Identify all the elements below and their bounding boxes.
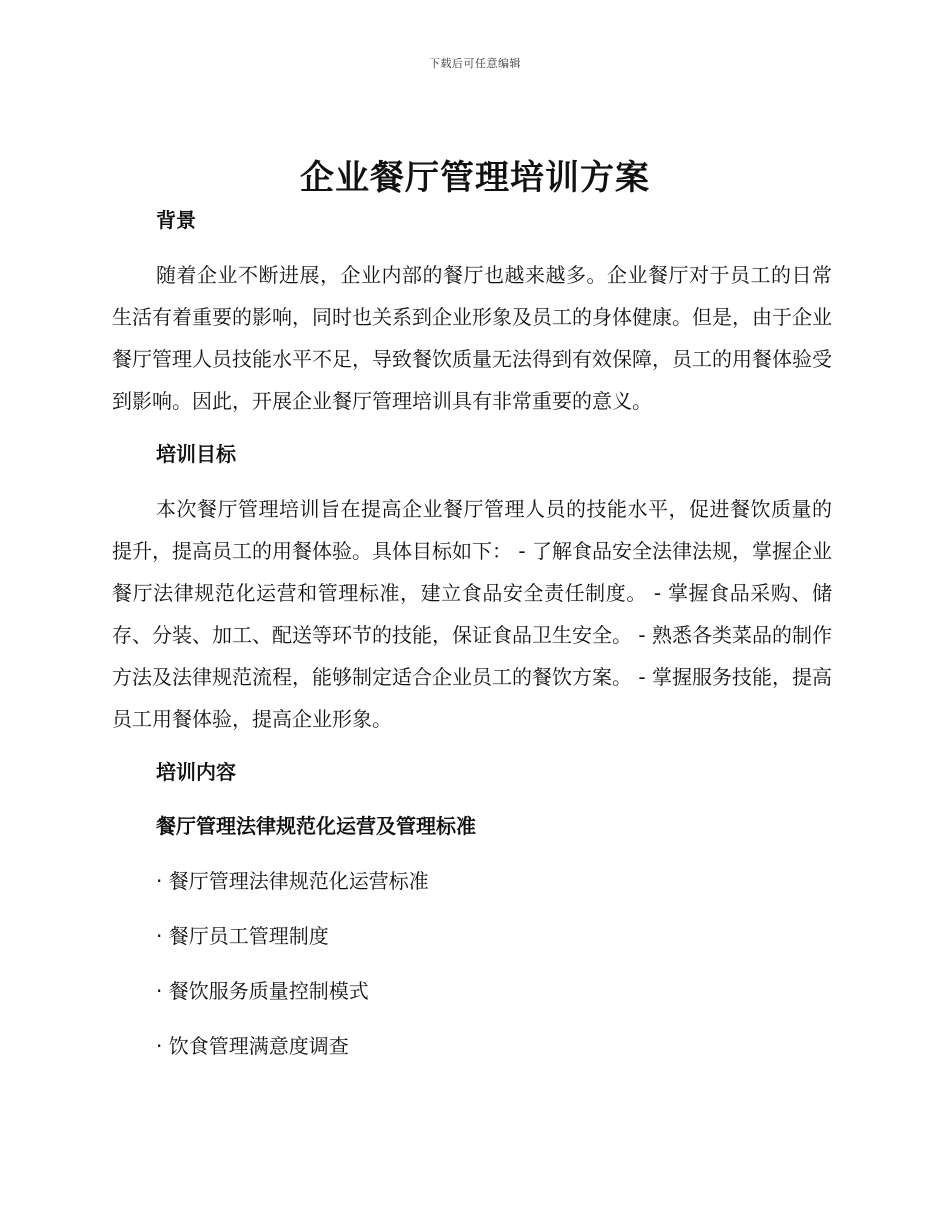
list-item: · 饮食管理满意度调查 [156, 1034, 349, 1058]
header-note: 下载后可任意编辑 [429, 57, 521, 70]
section-heading-goal: 培训目标 [156, 442, 236, 466]
section-heading-background: 背景 [156, 208, 196, 232]
list-item: · 餐厅员工管理制度 [156, 924, 329, 948]
paragraph-goal: 本次餐厅管理培训旨在提高企业餐厅管理人员的技能水平，促进餐饮质量的提升，提高员工的用餐体验。具体目标如下： - 了解食品安全法律法规，掌握企业餐厅法律规范化运营和管理标准，建立食品安全责任制度。 - 掌握食品采购、储存、分装、加工、配送等环节的技能，保证食品卫生安全。 - 熟悉各类菜品的制作方法及法律规范流程，能够制定适合企业员工的餐饮方案。 - 掌握服务技能，提高员工用餐体验，提高企业形象。 [112, 497, 832, 731]
list-item: · 餐厅管理法律规范化运营标准 [156, 869, 429, 893]
section-heading-content: 培训内容 [156, 760, 236, 784]
sub-heading-standards: 餐厅管理法律规范化运营及管理标准 [156, 814, 476, 838]
document-title: 企业餐厅管理培训方案 [300, 158, 650, 198]
list-item: · 餐饮服务质量控制模式 [156, 979, 369, 1003]
document-body [112, 200, 832, 1081]
paragraph-background: 随着企业不断进展，企业内部的餐厅也越来越多。企业餐厅对于员工的日常生活有着重要的影响，同时也关系到企业形象及员工的身体健康。但是，由于企业餐厅管理人员技能水平不足，导致餐饮质量无法得到有效保障，员工的用餐体验受到影响。因此，开展企业餐厅管理培训具有非常重要的意义。 [112, 263, 832, 413]
